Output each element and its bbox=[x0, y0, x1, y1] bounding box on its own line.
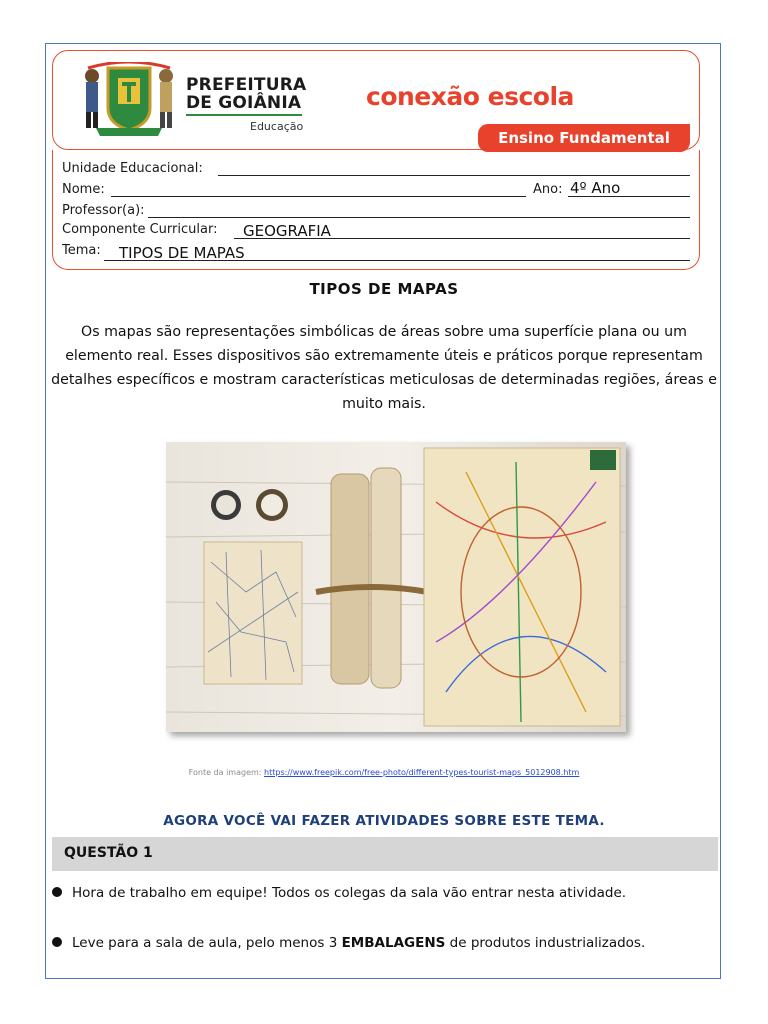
bullet-icon bbox=[52, 887, 62, 897]
nome-label: Nome: bbox=[62, 182, 105, 197]
document-title: TIPOS DE MAPAS bbox=[309, 280, 459, 298]
componente-label: Componente Curricular: bbox=[62, 222, 218, 237]
unidade-line bbox=[218, 175, 690, 176]
bullet-icon bbox=[52, 937, 62, 947]
brand-badge: Ensino Fundamental bbox=[478, 124, 690, 152]
maps-photo bbox=[166, 442, 626, 732]
prefeitura-subtitle: Educação bbox=[250, 120, 304, 133]
prefeitura-title bbox=[186, 76, 306, 112]
prefeitura-line2: DE GOIÂNIA bbox=[186, 93, 302, 113]
call-to-action: AGORA VOCÊ VAI FAZER ATIVIDADES SOBRE ESTE TEMA. bbox=[163, 813, 605, 829]
source-link[interactable]: https://www.freepik.com/free-photo/different-types-tourist-maps_5012908.htm bbox=[264, 768, 580, 777]
question-header bbox=[52, 837, 718, 871]
bullet-item-1 bbox=[52, 885, 626, 901]
intro-paragraph: Os mapas são representações simbólicas de áreas sobre uma superfície plana ou um elemento real. Esses dispositivos são extremamente úteis e práticos porque representam detalhes específicos e mostram características meticulosas de determinadas regiões, áreas e muito mais. bbox=[51, 324, 717, 412]
city-crest-icon bbox=[78, 62, 180, 138]
nome-line bbox=[111, 196, 526, 197]
bullet-text-2-bold: EMBALAGENS bbox=[341, 935, 446, 951]
bullet-text-2-post: de produtos industrializados. bbox=[445, 935, 646, 951]
tema-label: Tema: bbox=[62, 243, 101, 258]
prefeitura-rule bbox=[186, 114, 302, 116]
bullet-item-2 bbox=[52, 935, 645, 951]
ano-value: 4º Ano bbox=[570, 179, 621, 197]
bullet-text-1: Hora de trabalho em equipe! Todos os colegas da sala vão entrar nesta atividade. bbox=[72, 885, 627, 901]
question-label: QUESTÃO 1 bbox=[64, 845, 153, 861]
brand-logo: conexão escola bbox=[366, 82, 574, 111]
ano-label: Ano: bbox=[533, 182, 563, 197]
left-map-image bbox=[204, 542, 302, 684]
componente-value: GEOGRAFIA bbox=[243, 222, 331, 240]
source-label: Fonte da imagem: bbox=[188, 768, 262, 777]
professor-label: Professor(a): bbox=[62, 203, 145, 218]
tema-value: TIPOS DE MAPAS bbox=[119, 244, 245, 262]
image-source bbox=[0, 768, 768, 777]
prefeitura-line1: PREFEITURA bbox=[186, 75, 307, 95]
right-map-image bbox=[424, 448, 620, 726]
bullet-text-2-pre: Leve para a sala de aula, pelo menos 3 bbox=[72, 935, 342, 951]
unidade-label: Unidade Educacional: bbox=[62, 161, 203, 176]
professor-line bbox=[148, 217, 690, 218]
